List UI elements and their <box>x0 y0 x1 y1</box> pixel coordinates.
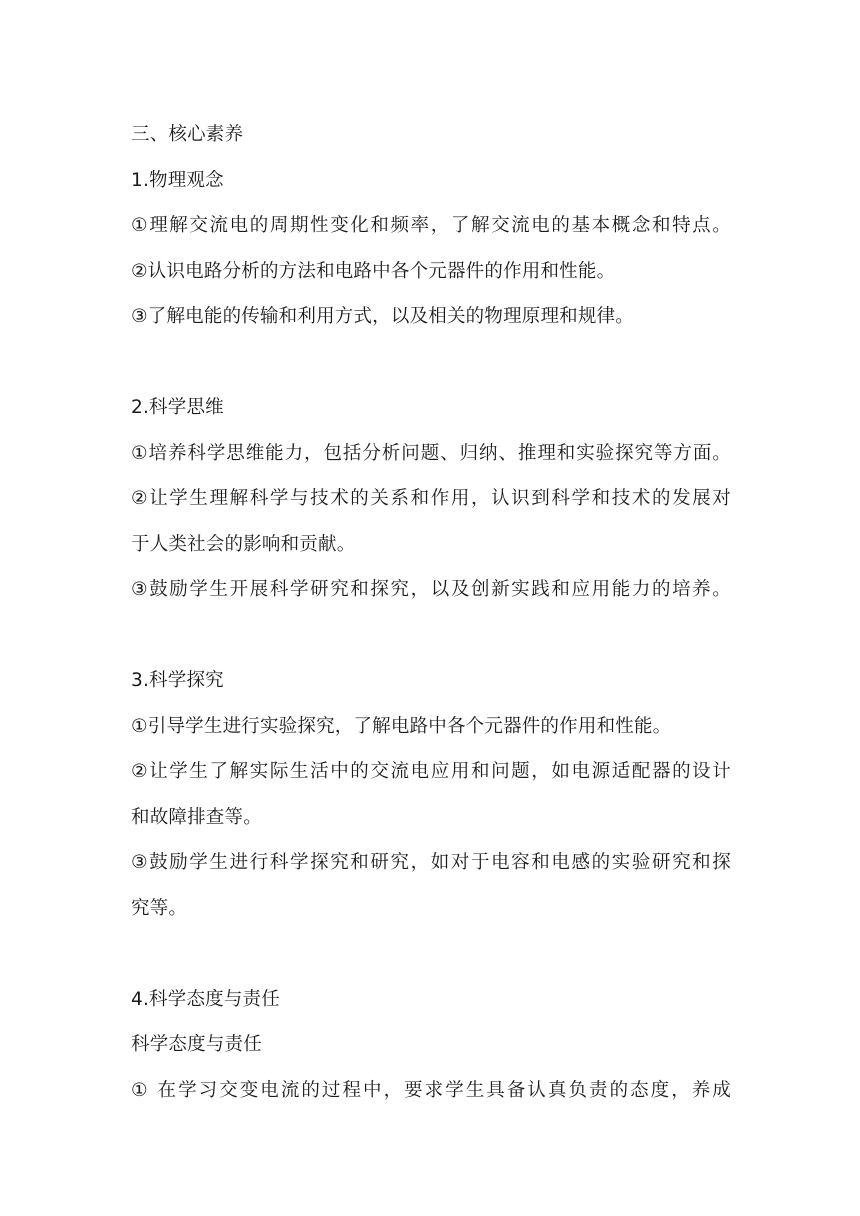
paragraph-line: ①培养科学思维能力，包括分析问题、归纳、推理和实验探究等方面。 <box>131 442 731 464</box>
paragraph-line: ②认识电路分析的方法和电路中各个元器件的作用和性能。 <box>131 260 616 282</box>
blank-line <box>131 931 731 977</box>
paragraph-line: ① 在学习交变电流的过程中，要求学生具备认真负责的态度，养成 <box>131 1079 731 1101</box>
paragraph-line: 究等。 <box>131 897 188 919</box>
paragraph-line: ②让学生了解实际生活中的交流电应用和问题，如电源适配器的设计 <box>131 761 731 782</box>
section-title: 三、核心素养 <box>131 124 244 145</box>
block-heading-attitude-responsibility: 4.科学态度与责任 <box>131 988 280 1010</box>
paragraph-line: 和故障排查等。 <box>131 806 262 828</box>
paragraph-line: 于人类社会的影响和贡献。 <box>131 533 356 555</box>
paragraph-line: ③鼓励学生开展科学研究和探究，以及创新实践和应用能力的培养。 <box>131 579 731 600</box>
document-page <box>131 112 731 1113</box>
blank-line <box>131 340 731 386</box>
block-heading-physics-concept: 1.物理观念 <box>131 169 224 191</box>
paragraph-line: ①理解交流电的周期性变化和频率，了解交流电的基本概念和特点。 <box>131 215 731 236</box>
blank-line <box>131 613 731 659</box>
block-heading-scientific-inquiry: 3.科学探究 <box>131 670 224 691</box>
block-heading-scientific-thinking: 2.科学思维 <box>131 397 224 418</box>
paragraph-line: ②让学生理解科学与技术的关系和作用，认识到科学和技术的发展对 <box>131 488 731 509</box>
paragraph-line: 科学态度与责任 <box>131 1034 262 1055</box>
paragraph-line: ③鼓励学生进行科学探究和研究，如对于电容和电感的实验研究和探 <box>131 852 731 873</box>
paragraph-line: ①引导学生进行实验探究，了解电路中各个元器件的作用和性能。 <box>131 715 672 737</box>
paragraph-line: ③了解电能的传输和利用方式，以及相关的物理原理和规律。 <box>131 306 634 327</box>
